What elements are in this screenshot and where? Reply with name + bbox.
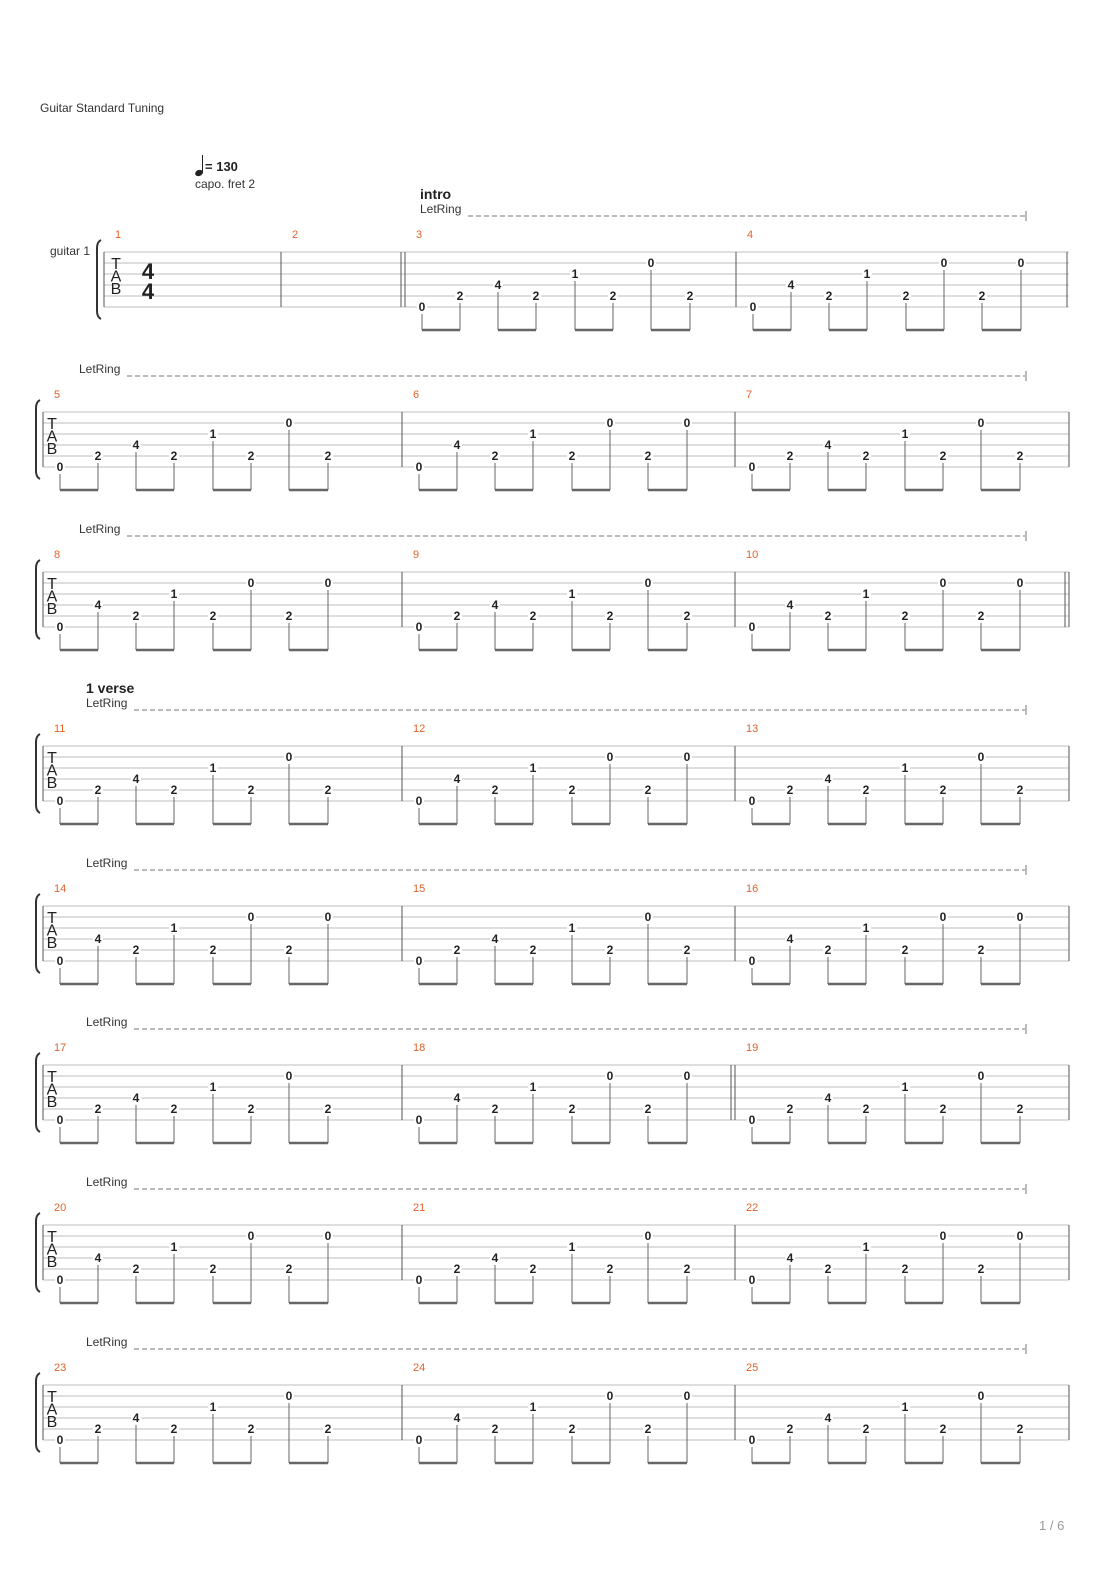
fret-number: 1 [901, 1080, 909, 1094]
fret-number: 0 [56, 1113, 64, 1127]
fret-number: 0 [247, 576, 255, 590]
fret-number: 2 [453, 943, 461, 957]
measure-number: 2 [292, 229, 299, 241]
measure [54, 1362, 402, 1463]
fret-number: 2 [285, 1262, 293, 1276]
fret-number: 0 [977, 750, 985, 764]
fret-number: 0 [644, 576, 652, 590]
fret-number: 2 [939, 1102, 947, 1116]
measure [54, 1202, 402, 1303]
fret-number: 4 [824, 1091, 832, 1105]
fret-number: 0 [749, 300, 757, 314]
staff-bracket [36, 734, 40, 813]
fret-number: 2 [529, 609, 537, 623]
fret-number: 2 [491, 783, 499, 797]
fret-number: 1 [209, 761, 217, 775]
fret-number: 2 [862, 449, 870, 463]
fret-number: 0 [415, 1273, 423, 1287]
fret-number: 2 [609, 289, 617, 303]
fret-number: 1 [170, 1240, 178, 1254]
tab-letter: B [46, 1414, 58, 1431]
tab-letter: B [110, 281, 122, 298]
fret-number: 2 [453, 609, 461, 623]
fret-number: 0 [683, 1389, 691, 1403]
let-ring-label: LetRing [79, 522, 121, 536]
fret-number: 0 [748, 620, 756, 634]
fret-number: 0 [285, 750, 293, 764]
let-ring-label: LetRing [86, 696, 128, 710]
fret-number: 2 [247, 1102, 255, 1116]
tab-system [36, 856, 1069, 984]
fret-number: 0 [939, 576, 947, 590]
measure [413, 883, 735, 984]
fret-number: 0 [977, 1069, 985, 1083]
fret-number: 2 [862, 1102, 870, 1116]
fret-number: 2 [170, 449, 178, 463]
fret-number: 2 [132, 609, 140, 623]
fret-number: 0 [647, 256, 655, 270]
fret-number: 2 [1016, 1102, 1024, 1116]
fret-number: 2 [977, 1262, 985, 1276]
fret-number: 2 [824, 609, 832, 623]
fret-number: 1 [901, 761, 909, 775]
measure [292, 229, 405, 307]
fret-number: 1 [529, 1080, 537, 1094]
tab-letter: A [46, 922, 58, 940]
measure-number: 23 [54, 1362, 67, 1374]
fret-number: 2 [786, 783, 794, 797]
let-ring-label: LetRing [86, 1175, 128, 1189]
fret-number: 0 [683, 1069, 691, 1083]
fret-number: 0 [415, 1433, 423, 1447]
tab-letter: B [46, 1094, 58, 1111]
fret-number: 4 [94, 598, 102, 612]
fret-number: 2 [862, 1422, 870, 1436]
fret-number: 0 [56, 954, 64, 968]
tab-letter: A [110, 268, 122, 286]
fret-number: 4 [132, 438, 140, 452]
fret-number: 2 [1016, 783, 1024, 797]
fret-number: 2 [683, 609, 691, 623]
fret-number: 2 [456, 289, 464, 303]
fret-number: 2 [606, 609, 614, 623]
fret-number: 4 [453, 438, 461, 452]
fret-number: 4 [824, 438, 832, 452]
fret-number: 2 [324, 449, 332, 463]
fret-number: 1 [170, 921, 178, 935]
tab-letter: B [46, 441, 58, 458]
fret-number: 0 [748, 954, 756, 968]
fret-number: 0 [748, 1273, 756, 1287]
fret-number: 2 [568, 783, 576, 797]
measure-number: 1 [115, 229, 122, 241]
fret-number: 2 [683, 943, 691, 957]
fret-number: 2 [606, 1262, 614, 1276]
tuning-label: Guitar Standard Tuning [40, 101, 165, 115]
fret-number: 1 [571, 267, 579, 281]
measure [413, 389, 735, 490]
fret-number: 4 [94, 1251, 102, 1265]
fret-number: 2 [209, 1262, 217, 1276]
staff-bracket [36, 1373, 40, 1452]
fret-number: 1 [529, 427, 537, 441]
fret-number: 2 [324, 1422, 332, 1436]
time-signature-denominator: 4 [141, 279, 155, 304]
measure [54, 389, 402, 490]
fret-number: 4 [94, 932, 102, 946]
fret-number: 1 [901, 1400, 909, 1414]
measure-number: 13 [746, 723, 759, 735]
fret-number: 0 [683, 750, 691, 764]
tab-system [36, 1015, 1069, 1143]
fret-number: 2 [644, 1422, 652, 1436]
fret-number: 0 [748, 1113, 756, 1127]
tab-system [36, 522, 1069, 650]
fret-number: 0 [939, 910, 947, 924]
measure-number: 11 [54, 723, 66, 735]
fret-number: 0 [644, 1229, 652, 1243]
fret-number: 2 [247, 449, 255, 463]
fret-number: 2 [1016, 449, 1024, 463]
measure [746, 1042, 1069, 1143]
measure [54, 723, 402, 824]
fret-number: 0 [56, 620, 64, 634]
fret-number: 2 [901, 609, 909, 623]
fret-number: 0 [977, 1389, 985, 1403]
measure [54, 883, 402, 984]
fret-number: 2 [491, 449, 499, 463]
measure-number: 21 [413, 1202, 426, 1214]
let-ring-label: LetRing [420, 202, 462, 216]
fret-number: 2 [170, 1102, 178, 1116]
fret-number: 2 [825, 289, 833, 303]
fret-number: 0 [56, 1273, 64, 1287]
tab-letter: T [111, 256, 121, 273]
fret-number: 2 [568, 449, 576, 463]
fret-number: 2 [977, 943, 985, 957]
fret-number: 1 [209, 1080, 217, 1094]
fret-number: 4 [787, 278, 795, 292]
fret-number: 4 [786, 598, 794, 612]
tab-letter: B [46, 775, 58, 792]
measure [746, 1362, 1069, 1463]
tab-letter: A [46, 762, 58, 780]
measure-number: 16 [746, 883, 759, 895]
fret-number: 2 [606, 943, 614, 957]
fret-number: 2 [94, 449, 102, 463]
measure [54, 549, 402, 650]
fret-number: 0 [415, 460, 423, 474]
measure [413, 1362, 735, 1463]
measure [413, 723, 735, 824]
fret-number: 0 [606, 750, 614, 764]
fret-number: 4 [453, 772, 461, 786]
staff-bracket [36, 894, 40, 973]
fret-number: 2 [978, 289, 986, 303]
fret-number: 0 [940, 256, 948, 270]
fret-number: 1 [568, 1240, 576, 1254]
fret-number: 2 [94, 1422, 102, 1436]
measure-number: 18 [413, 1042, 426, 1054]
fret-number: 4 [132, 1091, 140, 1105]
measure [416, 229, 736, 330]
fret-number: 2 [568, 1102, 576, 1116]
measure [746, 389, 1069, 490]
section-marker: 1 verse [86, 680, 135, 696]
fret-number: 2 [644, 783, 652, 797]
measure [115, 229, 281, 307]
let-ring-label: LetRing [86, 1015, 128, 1029]
fret-number: 0 [418, 300, 426, 314]
fret-number: 0 [415, 794, 423, 808]
fret-number: 4 [491, 1251, 499, 1265]
fret-number: 2 [824, 943, 832, 957]
tempo-prefix: = [205, 159, 217, 174]
fret-number: 1 [568, 587, 576, 601]
fret-number: 2 [453, 1262, 461, 1276]
fret-number: 1 [529, 1400, 537, 1414]
tab-letter: A [46, 428, 58, 446]
fret-number: 1 [862, 921, 870, 935]
tab-letter: A [46, 1241, 58, 1259]
measure [54, 1042, 402, 1143]
measure-number: 24 [413, 1362, 426, 1374]
fret-number: 2 [902, 289, 910, 303]
tab-letter: A [46, 588, 58, 606]
fret-number: 0 [1016, 1229, 1024, 1243]
fret-number: 4 [453, 1091, 461, 1105]
measure-number: 9 [413, 549, 420, 561]
fret-number: 0 [415, 954, 423, 968]
measure-number: 22 [746, 1202, 759, 1214]
fret-number: 2 [644, 1102, 652, 1116]
fret-number: 0 [606, 1069, 614, 1083]
tab-system [36, 362, 1069, 490]
measure [746, 883, 1069, 984]
fret-number: 0 [606, 416, 614, 430]
fret-number: 4 [491, 598, 499, 612]
fret-number: 2 [977, 609, 985, 623]
measure-number: 25 [746, 1362, 759, 1374]
fret-number: 4 [453, 1411, 461, 1425]
let-ring-label: LetRing [86, 856, 128, 870]
fret-number: 0 [748, 460, 756, 474]
fret-number: 1 [529, 761, 537, 775]
tab-letter: T [47, 416, 57, 433]
fret-number: 1 [209, 1400, 217, 1414]
fret-number: 0 [247, 1229, 255, 1243]
fret-number: 2 [939, 783, 947, 797]
fret-number: 0 [1016, 576, 1024, 590]
let-ring-label: LetRing [79, 362, 121, 376]
fret-number: 4 [132, 772, 140, 786]
measure [413, 549, 735, 650]
tab-letter: A [46, 1081, 58, 1099]
fret-number: 2 [824, 1262, 832, 1276]
measure-number: 20 [54, 1202, 67, 1214]
fret-number: 2 [862, 783, 870, 797]
fret-number: 2 [285, 609, 293, 623]
fret-number: 0 [285, 1389, 293, 1403]
time-signature-numerator: 4 [141, 259, 155, 284]
tempo-value: 130 [216, 159, 238, 174]
fret-number: 1 [862, 1240, 870, 1254]
tab-letter: A [46, 1401, 58, 1419]
fret-number: 2 [529, 943, 537, 957]
fret-number: 2 [491, 1102, 499, 1116]
fret-number: 2 [1016, 1422, 1024, 1436]
fret-number: 0 [683, 416, 691, 430]
fret-number: 0 [56, 460, 64, 474]
fret-number: 2 [786, 1102, 794, 1116]
fret-number: 2 [901, 1262, 909, 1276]
fret-number: 0 [56, 1433, 64, 1447]
tab-letter: T [47, 1389, 57, 1406]
fret-number: 4 [491, 932, 499, 946]
measure-number: 4 [747, 229, 754, 241]
measure [746, 723, 1069, 824]
measure [746, 549, 1069, 650]
fret-number: 1 [863, 267, 871, 281]
fret-number: 0 [56, 794, 64, 808]
fret-number: 0 [977, 416, 985, 430]
fret-number: 2 [170, 1422, 178, 1436]
fret-number: 2 [170, 783, 178, 797]
staff-bracket [36, 400, 40, 479]
tab-system [36, 1175, 1069, 1303]
measure-number: 7 [746, 389, 753, 401]
measure-number: 6 [413, 389, 420, 401]
measure-number: 3 [416, 229, 423, 241]
measure-number: 17 [54, 1042, 67, 1054]
fret-number: 2 [529, 1262, 537, 1276]
tab-letter: T [47, 1229, 57, 1246]
fret-number: 2 [132, 1262, 140, 1276]
fret-number: 1 [209, 427, 217, 441]
fret-number: 2 [247, 1422, 255, 1436]
fret-number: 2 [786, 1422, 794, 1436]
measure-number: 10 [746, 549, 759, 561]
fret-number: 2 [324, 783, 332, 797]
fret-number: 2 [209, 609, 217, 623]
page-indicator: 1 / 6 [1039, 1518, 1065, 1533]
measure-number: 19 [746, 1042, 759, 1054]
fret-number: 1 [862, 587, 870, 601]
capo-label: capo. fret 2 [195, 177, 256, 191]
tab-letter: T [47, 750, 57, 767]
fret-number: 0 [324, 576, 332, 590]
measure-number: 12 [413, 723, 426, 735]
tab-letter: B [46, 1254, 58, 1271]
fret-number: 0 [324, 910, 332, 924]
measure-number: 5 [54, 389, 61, 401]
fret-number: 0 [939, 1229, 947, 1243]
fret-number: 0 [247, 910, 255, 924]
fret-number: 2 [683, 1262, 691, 1276]
fret-number: 0 [285, 416, 293, 430]
fret-number: 0 [285, 1069, 293, 1083]
measure-number: 15 [413, 883, 426, 895]
tab-letter: T [47, 1069, 57, 1086]
staff-bracket [36, 1053, 40, 1132]
fret-number: 2 [209, 943, 217, 957]
fret-number: 2 [324, 1102, 332, 1116]
fret-number: 0 [324, 1229, 332, 1243]
fret-number: 0 [415, 1113, 423, 1127]
measure [746, 1202, 1069, 1303]
tab-letter: B [46, 935, 58, 952]
fret-number: 0 [1017, 256, 1025, 270]
fret-number: 2 [686, 289, 694, 303]
fret-number: 2 [94, 783, 102, 797]
fret-number: 2 [532, 289, 540, 303]
tab-letter: T [47, 576, 57, 593]
fret-number: 2 [132, 943, 140, 957]
measure [747, 229, 1067, 330]
fret-number: 4 [824, 772, 832, 786]
tab-letter: B [46, 601, 58, 618]
staff-bracket [36, 560, 40, 639]
measure-number: 14 [54, 883, 67, 895]
fret-number: 2 [644, 449, 652, 463]
fret-number: 2 [491, 1422, 499, 1436]
tab-system [36, 1335, 1069, 1463]
let-ring-label: LetRing [86, 1335, 128, 1349]
fret-number: 0 [644, 910, 652, 924]
fret-number: 2 [285, 943, 293, 957]
fret-number: 1 [170, 587, 178, 601]
tab-system [97, 186, 1069, 330]
fret-number: 0 [606, 1389, 614, 1403]
fret-number: 0 [748, 794, 756, 808]
fret-number: 4 [786, 1251, 794, 1265]
tab-letter: T [47, 910, 57, 927]
fret-number: 0 [1016, 910, 1024, 924]
staff-bracket [36, 1213, 40, 1292]
measure-number: 8 [54, 549, 61, 561]
fret-number: 2 [247, 783, 255, 797]
measure [413, 1042, 735, 1143]
fret-number: 1 [568, 921, 576, 935]
fret-number: 2 [786, 449, 794, 463]
fret-number: 4 [494, 278, 502, 292]
section-marker: intro [420, 186, 452, 202]
fret-number: 4 [132, 1411, 140, 1425]
fret-number: 2 [939, 449, 947, 463]
fret-number: 1 [901, 427, 909, 441]
fret-number: 2 [939, 1422, 947, 1436]
fret-number: 4 [824, 1411, 832, 1425]
tab-system [36, 680, 1069, 824]
fret-number: 2 [568, 1422, 576, 1436]
fret-number: 0 [415, 620, 423, 634]
staff-bracket [97, 240, 101, 319]
measure [413, 1202, 735, 1303]
track-name: guitar 1 [50, 244, 91, 258]
fret-number: 4 [786, 932, 794, 946]
fret-number: 2 [94, 1102, 102, 1116]
fret-number: 2 [901, 943, 909, 957]
fret-number: 0 [748, 1433, 756, 1447]
